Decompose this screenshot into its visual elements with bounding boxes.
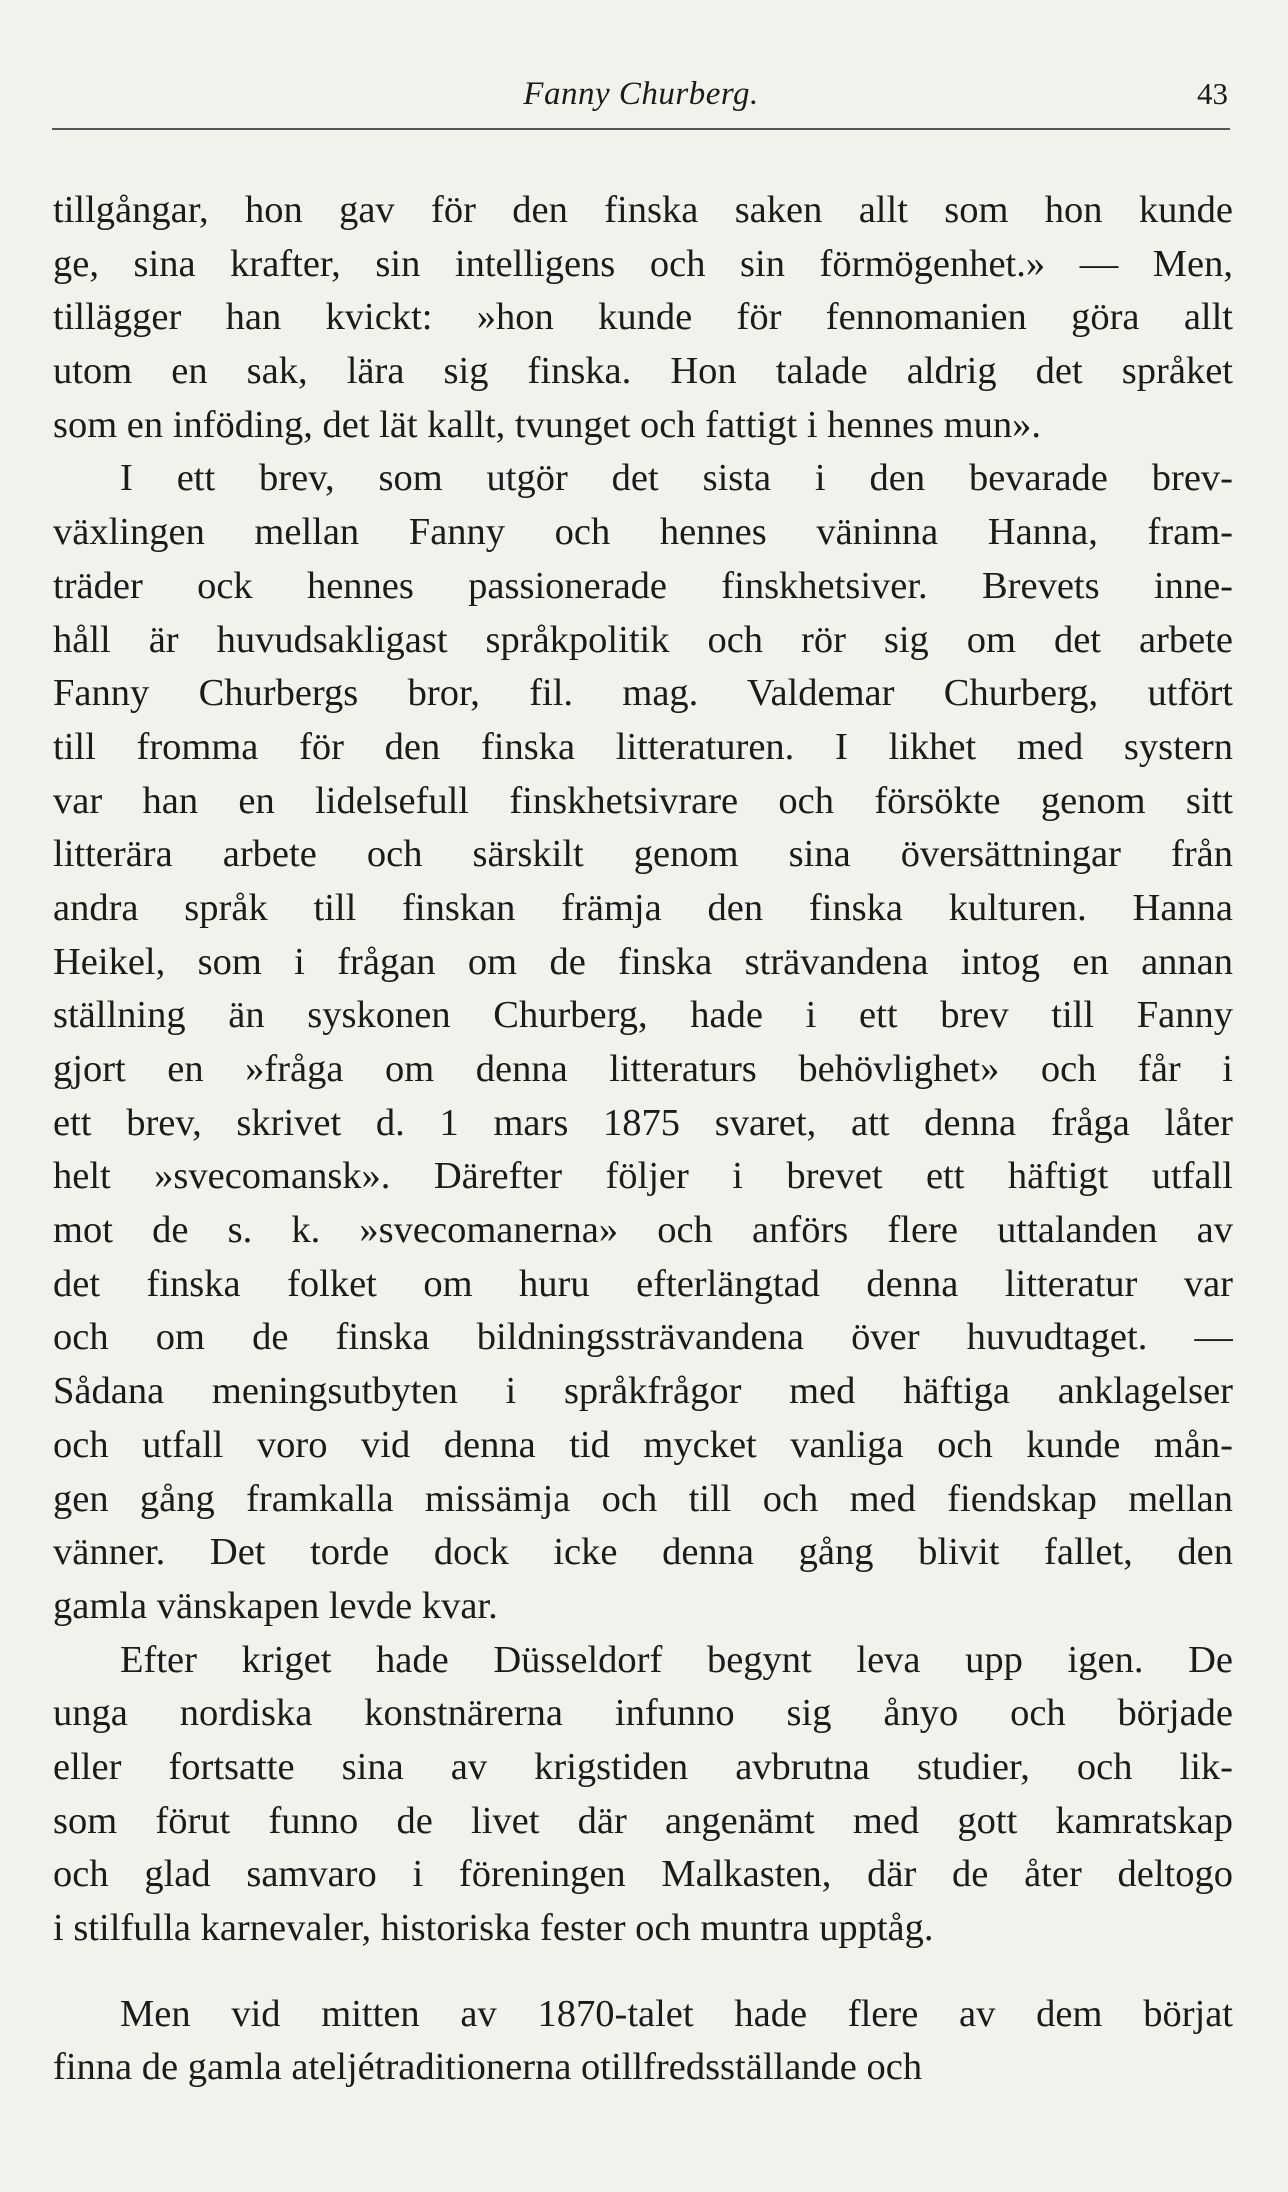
text-line: träder ock hennes passionerade finskhetsiver. Brevets inne- bbox=[53, 564, 1233, 607]
running-title: Fanny Churberg. bbox=[523, 76, 759, 112]
text-line: litterära arbete och särskilt genom sina översättningar från bbox=[53, 833, 1233, 876]
paragraph bbox=[53, 1634, 1233, 1956]
text-line: Efter kriget hade Düsseldorf begynt leva upp igen. De bbox=[120, 1638, 1233, 1681]
text-line: ge, sina krafter, sin intelligens och sin förmögenhet.» — Men, bbox=[53, 242, 1233, 285]
paragraph-gap bbox=[53, 1956, 1233, 1988]
text-line: Sådana meningsutbyten i språkfrågor med häftiga anklagelser bbox=[53, 1370, 1233, 1413]
running-head bbox=[52, 72, 1230, 130]
text-line: och om de finska bildningssträvandena över huvudtaget. — bbox=[53, 1316, 1233, 1359]
text-line: det finska folket om huru efterlängtad denna litteratur var bbox=[53, 1262, 1233, 1305]
paragraph bbox=[53, 1988, 1233, 2095]
text-line: helt »svecomansk». Därefter följer i brevet ett häftigt utfall bbox=[53, 1155, 1233, 1198]
text-line: som en inföding, det lät kallt, tvunget och fattigt i hennes mun». bbox=[53, 403, 1041, 446]
text-line: gamla vänskapen levde kvar. bbox=[53, 1584, 498, 1627]
text-line: Heikel, som i frågan om de finska strävandena intog en annan bbox=[53, 940, 1233, 983]
text-line: tillägger han kvickt: »hon kunde för fennomanien göra allt bbox=[53, 296, 1233, 339]
text-line: som förut funno de livet där angenämt med gott kamratskap bbox=[53, 1799, 1233, 1842]
text-line: till fromma för den finska litteraturen. I likhet med systern bbox=[53, 725, 1233, 768]
text-line: I ett brev, som utgör det sista i den bevarade brev- bbox=[120, 457, 1233, 500]
page-number: 43 bbox=[1197, 76, 1228, 111]
text-line: gen gång framkalla missämja och till och med fiendskap mellan bbox=[53, 1477, 1233, 1520]
text-line: utom en sak, lära sig finska. Hon talade aldrig det språket bbox=[53, 350, 1233, 393]
text-line: växlingen mellan Fanny och hennes väninna Hanna, fram- bbox=[53, 511, 1233, 554]
text-line: ställning än syskonen Churberg, hade i ett brev till Fanny bbox=[53, 994, 1233, 1037]
text-line: andra språk till finskan främja den finska kulturen. Hanna bbox=[53, 886, 1233, 929]
paragraph bbox=[53, 184, 1233, 452]
text-line: i stilfulla karnevaler, historiska fester och muntra upptåg. bbox=[53, 1907, 934, 1949]
text-line: vänner. Det torde dock icke denna gång blivit fallet, den bbox=[53, 1531, 1233, 1574]
body-text bbox=[53, 184, 1233, 2095]
text-line: unga nordiska konstnärerna infunno sig ånyo och började bbox=[53, 1692, 1233, 1735]
text-line: eller fortsatte sina av krigstiden avbrutna studier, och lik- bbox=[53, 1745, 1233, 1788]
paragraph bbox=[53, 452, 1233, 1633]
text-line: håll är huvudsakligast språkpolitik och rör sig om det arbete bbox=[53, 618, 1233, 661]
text-line: finna de gamla ateljétraditionerna otillfredsställande och bbox=[53, 2046, 923, 2089]
text-line: och glad samvaro i föreningen Malkasten, där de åter deltogo bbox=[53, 1853, 1233, 1896]
text-line: ett brev, skrivet d. 1 mars 1875 svaret, att denna fråga låter bbox=[53, 1101, 1233, 1144]
text-line: Fanny Churbergs bror, fil. mag. Valdemar Churberg, utfört bbox=[53, 672, 1233, 715]
text-line: gjort en »fråga om denna litteraturs behövlighet» och får i bbox=[53, 1048, 1233, 1090]
text-line: tillgångar, hon gav för den finska saken allt som hon kunde bbox=[53, 189, 1233, 231]
text-line: Men vid mitten av 1870-talet hade flere av dem börjat bbox=[120, 1992, 1233, 2035]
text-line: mot de s. k. »svecomanerna» och anförs flere uttalanden av bbox=[53, 1209, 1233, 1252]
text-line: och utfall voro vid denna tid mycket vanliga och kunde mån- bbox=[53, 1423, 1233, 1466]
text-line: var han en lidelsefull finskhetsivrare och försökte genom sitt bbox=[53, 779, 1233, 822]
